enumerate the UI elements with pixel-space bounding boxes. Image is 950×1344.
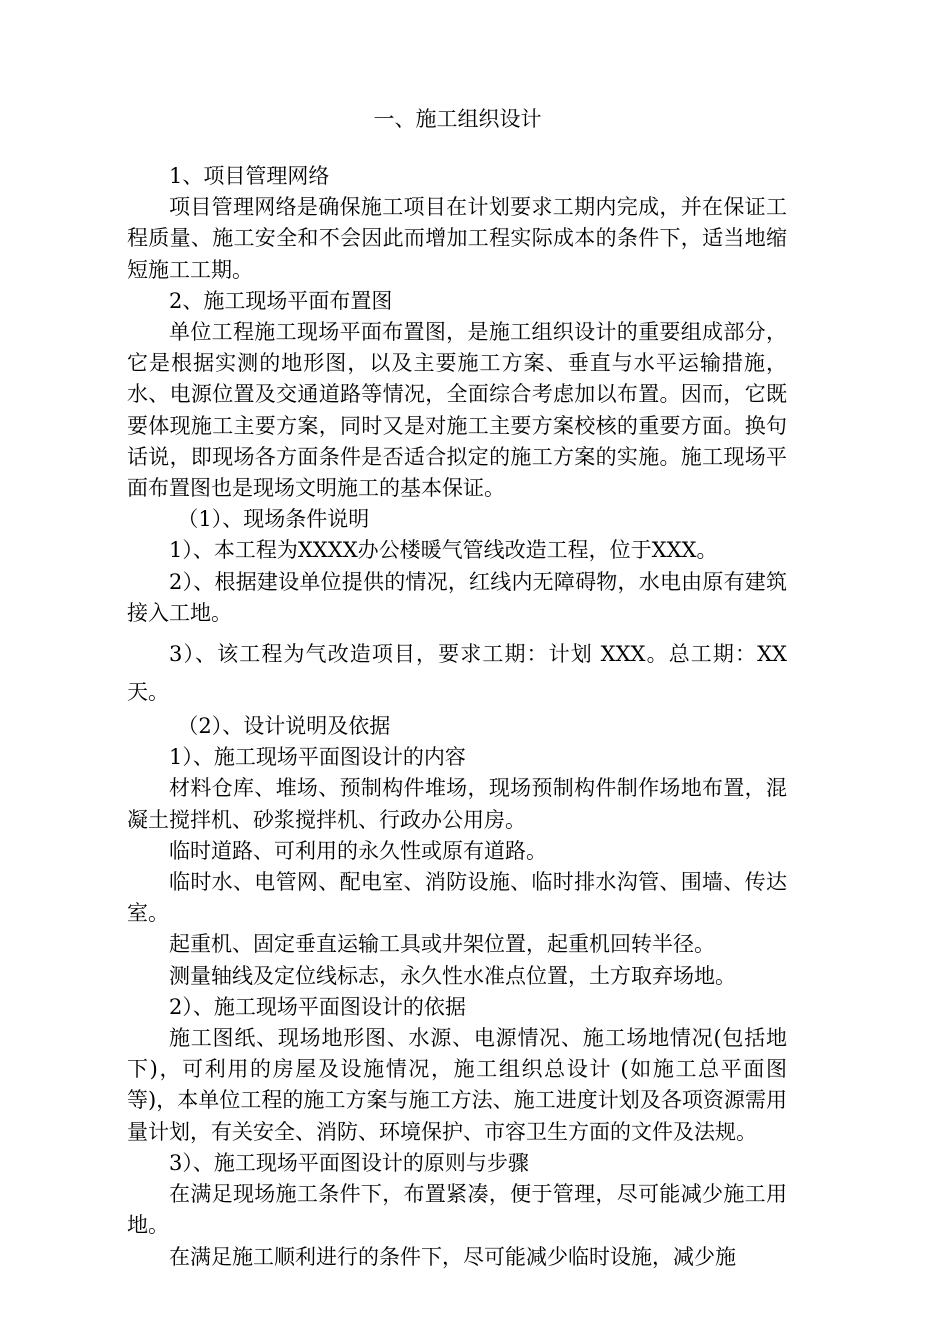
- subsection-heading-site-conditions: （1）、现场条件说明: [177, 507, 370, 532]
- document-title: 一、施工组织设计: [373, 107, 542, 131]
- item-heading-design-content: 1）、施工现场平面图设计的内容: [169, 745, 466, 770]
- section-heading-site-layout: 2、施工现场平面布置图: [169, 288, 393, 313]
- subsection-heading-design-basis: （2）、设计说明及依据: [177, 714, 391, 739]
- item-heading-design-principles: 3）、施工现场平面图设计的原则与步骤: [169, 1150, 529, 1175]
- paragraph-condition-2: 2）、根据建设单位提供的情况，红线内无障碍物，水电由原有建筑接入工地。: [127, 569, 787, 625]
- paragraph-content-roads: 临时道路、可利用的永久性或原有道路。: [169, 838, 547, 863]
- document-body: [127, 161, 787, 1273]
- paragraph-condition-1: 1）、本工程为XXXX办公楼暖气管线改造工程，位于XXX。: [169, 538, 718, 563]
- paragraph-site-layout: 单位工程施工现场平面布置图，是施工组织设计的重要组成部分，它是根据实测的地形图，以及主要施工方案、垂直与水平运输措施，水、电源位置及交通道路等情况，全面综合考虑加以布置。因而，它既要体现施工主要方案，同时又是对施工主要方案校核的重要方面。换句话说，即现场各方面条件是否适合拟定的施工方案的实施。施工现场平面布置图也是现场文明施工的基本保证。: [127, 320, 787, 501]
- item-heading-design-basis: 2）、施工现场平面图设计的依据: [169, 994, 466, 1019]
- section-heading-project-network: 1、项目管理网络: [169, 164, 330, 188]
- paragraph-content-cranes: 起重机、固定垂直运输工具或井架位置，起重机回转半径。: [169, 932, 715, 957]
- paragraph-principle-2: 在满足施工顺利进行的条件下，尽可能减少临时设施，减少施: [169, 1244, 736, 1269]
- paragraph-content-survey: 测量轴线及定位线标志，永久性水准点位置，土方取弃场地。: [169, 963, 736, 988]
- paragraph-content-utilities: 临时水、电管网、配电室、消防设施、临时排水沟管、围墙、传达室。: [127, 870, 787, 926]
- paragraph-design-basis: 施工图纸、现场地形图、水源、电源情况、施工场地情况(包括地下)，可利用的房屋及设施情况，施工组织总设计 (如施工总平面图等)，本单位工程的施工方案与施工方法、施工进度计划及各项资源需用量计划，有关安全、消防、环境保护、市容卫生方面的文件及法规。: [127, 1026, 787, 1144]
- paragraph-content-materials: 材料仓库、堆场、预制构件堆场，现场预制构件制作场地布置，混凝土搅拌机、砂浆搅拌机、行政办公用房。: [127, 776, 787, 832]
- paragraph-project-network: 项目管理网络是确保施工项目在计划要求工期内完成，并在保证工程质量、施工安全和不会因此而增加工程实际成本的条件下，适当地缩短施工工期。: [127, 195, 787, 282]
- paragraph-condition-3: 3）、该工程为气改造项目，要求工期：计划 XXX。总工期：XX天。: [127, 642, 787, 705]
- paragraph-principle-1: 在满足现场施工条件下，布置紧凑，便于管理，尽可能减少施工用地。: [127, 1182, 787, 1238]
